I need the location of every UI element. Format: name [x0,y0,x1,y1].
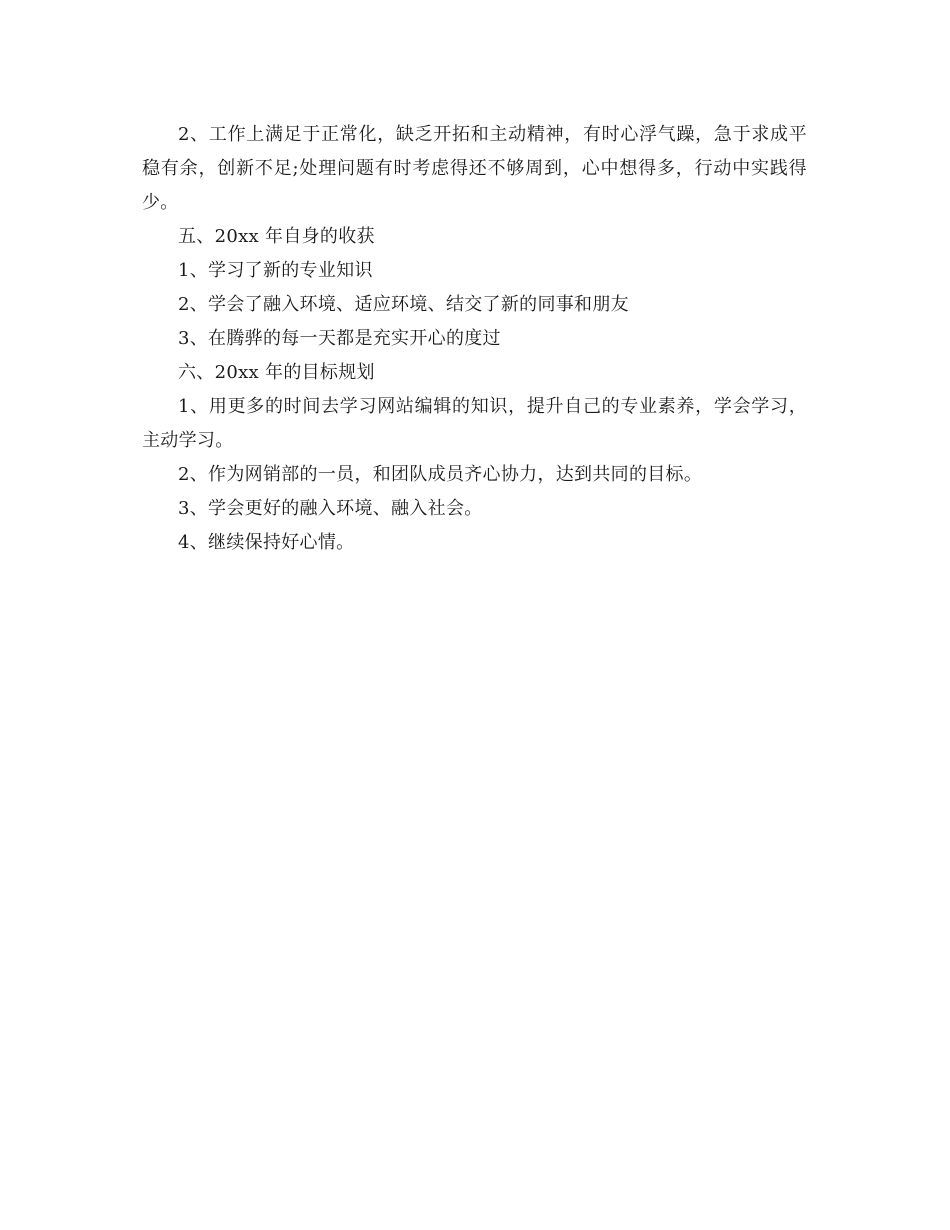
list-item-gain-3: 3、在腾骅的每一天都是充实开心的度过 [178,328,501,349]
list-item-gain-2: 2、学会了融入环境、适应环境、结交了新的同事和朋友 [178,294,629,315]
paragraph-work-shortcomings: 2、工作上满足于正常化，缺乏开拓和主动精神，有时心浮气躁，急于求成平稳有余，创新不足;处理问题有时考虑得还不够周到，心中想得多，行动中实践得少。 [142,124,807,213]
list-item-goal-3: 3、学会更好的融入环境、融入社会。 [178,498,483,519]
list-item-goal-4: 4、继续保持好心情。 [178,532,355,553]
section-heading-gains: 五、20xx 年自身的收获 [178,226,375,247]
list-item-gain-1: 1、学习了新的专业知识 [178,260,373,281]
document-body [142,118,807,560]
list-item-goal-1: 1、用更多的时间去学习网站编辑的知识，提升自己的专业素养，学会学习，主动学习。 [142,396,807,451]
section-heading-goals: 六、20xx 年的目标规划 [178,362,375,383]
list-item-goal-2: 2、作为网销部的一员，和团队成员齐心协力，达到共同的目标。 [178,464,703,485]
